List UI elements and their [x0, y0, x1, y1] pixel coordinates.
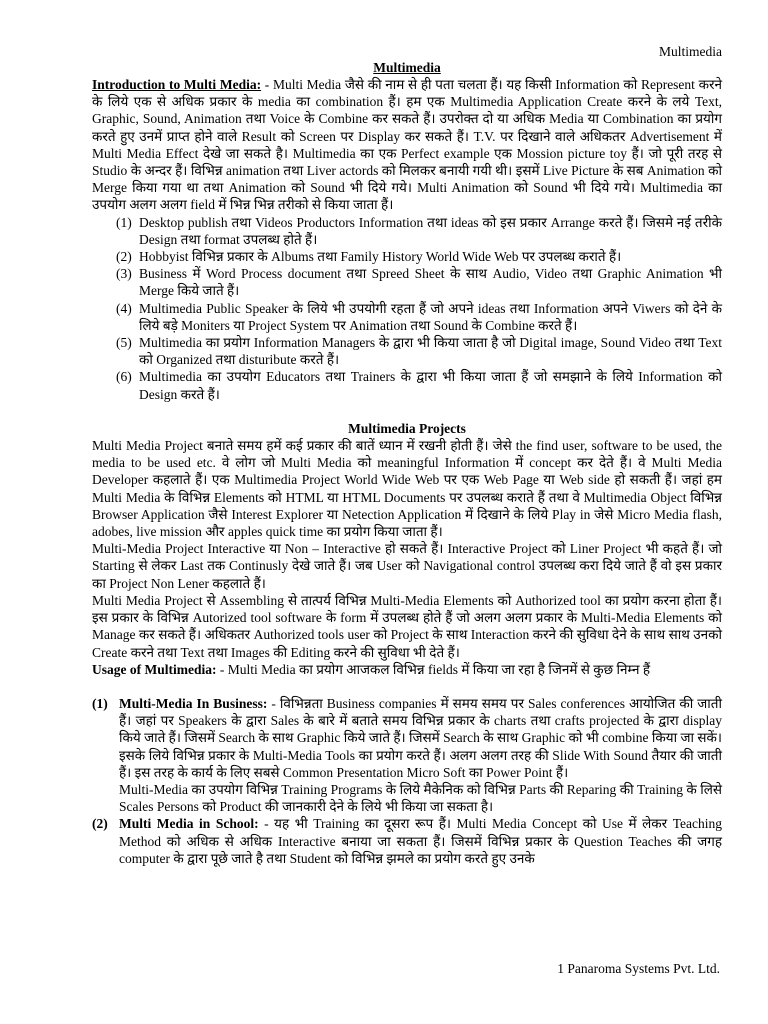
- intro-heading: Introduction to Multi Media:: [92, 77, 262, 92]
- usage-paragraph: [92, 661, 722, 678]
- spacer: [92, 678, 722, 695]
- list-text: Multimedia का उपयोग Educators तथा Trainers के द्वारा भी किया जाता हैं जो समझाने के लिये Information को Design करते हैं।: [139, 369, 722, 402]
- list-item: [92, 300, 722, 334]
- list-number: (6): [116, 369, 132, 385]
- list-item: [92, 334, 722, 368]
- list-item: [92, 214, 722, 248]
- list-number: (5): [116, 335, 132, 351]
- list-text: Multimedia Public Speaker के लिये भी उपयोगी रहता हैं जो अपने ideas तथा Information अपने Viwers को देने के लिये बड़े Moniters या Project System पर Animation तथा Sound के Combine करते हैं।: [139, 300, 722, 333]
- application-text: - यह भी Training का दूसरा रूप हैं। Multi Media Concept को Use में लेकर Teaching Method को अधिक से अधिक Interactive बनाया जा सकता हैं। जिसमें विभिन्न प्रकार के Question Teaches की जगह computer के द्वारा पूछे जाते है तथा Student को विभिन्न झमले का प्रयोग करते हुए उनके: [119, 816, 722, 866]
- list-item: [92, 248, 722, 265]
- page-title: Multimedia: [373, 60, 441, 75]
- application-heading: Multi-Media In Business:: [119, 695, 268, 711]
- application-heading: Multi Media in School:: [119, 816, 259, 832]
- list-item: [92, 368, 722, 402]
- projects-paragraph-1: Multi Media Project बनाते समय हमें कई प्रकार की बातें ध्यान में रखनी होती हैं। जेसे the find user, software to be used, the media to be used etc. वे लोग जो Multi Media को meaningful Information में concept कर देते हैं। वे Multi Media Developer कहलाते हैं। एक Multimedia Project World Wide Web पर एक Web Page या Web side हो सकती हैं। जहां हम Multi Media के विभिन्न Elements को HTML या HTML Documents पर उपलब्ध कराते हैं तथा वे Multimedia Object विभिन्न Browser Application जैसे Interest Explorer या Netection Application में दिखाने के लिये Play in जेसे Micro Media flash, adobes, live mission और apples quick time का प्रयोग किया जाता हैं।: [92, 438, 722, 540]
- list-number: (3): [116, 266, 132, 282]
- list-number: (4): [116, 300, 132, 316]
- application-text: - विभिन्नता Business companies में समय समय पर Sales conferences आयोजित की जाती हैं। जहां पर Speakers के द्वारा Sales के बारे में बताते समय विभिन्न प्रकार के charts तथा crafts projected के द्वारा display किये जाते हैं। जिसमें Search के साथ Graphic किये जाते हैं। जिसमें Search के साथ Graphic को भी combine किया जा सकें। इसके लिये विभिन्न प्रकार के Multi-Media Tools का प्रयोग करते हैं। अलग अलग तरह की Slide With Sound तैयार की जाती हैं। इस तरह के कार्य के लिए सबसे Common Presentation Micro Soft का Power Point हैं।: [119, 695, 722, 780]
- projects-paragraph-2: Multi-Media Project Interactive या Non – Interactive हो सकते हैं। Interactive Project को Liner Project भी कहते हैं। जो Starting से लेकर Last तक Continusly देखे जाते हैं। जब User को Navigational control उपलब्ध करा दिये जाते हैं वो इस प्रकार का Project Non Lener कहलाते हैं।: [92, 541, 722, 591]
- list-text: Desktop publish तथा Videos Productors Information तथा ideas को इस प्रकार Arrange करते हैं। जिसमे नई तरीके Design तथा format उपलब्ध होते हैं।: [139, 214, 722, 247]
- list-text: Business में Word Process document तथा Spreed Sheet के साथ Audio, Video तथा Graphic Animation भी Merge किये जाते हैं।: [139, 266, 722, 299]
- list-number: (2): [92, 816, 108, 832]
- running-header: Multimedia: [659, 44, 722, 59]
- list-number: (1): [116, 214, 132, 230]
- projects-heading: Multimedia Projects: [348, 420, 466, 436]
- document-page: [92, 0, 722, 867]
- list-number: (2): [116, 249, 132, 265]
- applications-list: [92, 695, 722, 867]
- list-text: Multimedia का प्रयोग Information Managers के द्वारा भी किया जाता है जो Digital image, Sound Video तथा Text को Organized तथा disturibute करते हैं।: [139, 335, 722, 368]
- usage-text: - Multi Media का प्रयोग आजकल विभिन्न fields में किया जा रहा है जिनमें से कुछ निम्न हैं: [216, 661, 651, 677]
- projects-paragraph-3: Multi Media Project से Assembling से तात्पर्य विभिन्न Multi-Media Elements को Authorized tool का प्रयोग करना होता हैं। इस प्रकार के विभिन्न Autorized tool software के form में उपलब्ध होते हैं जो अलग अलग प्रकार के Multi-Media Elements को Manage कर सकते हैं। अधिकतर Authorized tools user को Project के साथ Interaction करने की सुविधा देने के साथ साथ उनको Create करने तथा Text तथा Images की Editing करने की सुविधा भी देते हैं।: [92, 592, 722, 660]
- list-text: Hobbyist विभिन्न प्रकार के Albums तथा Family History World Wide Web पर उपलब्ध कराते हैं।: [139, 249, 622, 265]
- list-item: [92, 815, 722, 867]
- intro-paragraph: [92, 76, 722, 214]
- usage-heading: Usage of Multimedia:: [92, 661, 217, 677]
- list-number: (1): [92, 695, 108, 711]
- uses-list: [92, 214, 722, 403]
- page-footer: 1 Panaroma Systems Pvt. Ltd.: [557, 961, 720, 976]
- list-item: [92, 695, 722, 815]
- application-subtext: Multi-Media का उपयोग विभिन्न Training Programs के लिये मैकेनिक को विभिन्न Parts की Reparing की Training के लिसे Scales Persons को Product की जानकारी देने के लिये भी किया जा सकता है।: [119, 781, 722, 815]
- list-item: [92, 265, 722, 299]
- intro-text: - Multi Media जैसे की नाम से ही पता चलता हैं। यह किसी Information को Represent करने के लिये एक से अधिक प्रकार के media का combination हैं। हम एक Multimedia Application Create करने के लये Text, Graphic, Sound, Animation तथा Voice के Combine कर सकते हैं। उपरोक्त दो या अधिक Media या Combination का प्रयोग करते हुए उनमें प्राप्त होने वाले Result को Screen पर Display कर सकते हैं। T.V. पर दिखाने वाले अधिकतर Advertisement में Multi Media Effect देखे जा सकते है। Multimedia का एक Perfect example एक Mossion picture toy हैं। जो पूरी तरह से Studio के अन्दर हैं। विभिन्न animation तथा Liver actords को मिलकर बनायी गयी थी। इसमें Live Picture के सब Animation को Merge किया गया था तथा Animation को Sound भी दिये गये। Multi Animation को Sound भी दिये गये। Multimedia का उपयोग अलग अलग field में भिन्न भिन्न तरीको से किया जाता हैं।: [92, 77, 723, 213]
